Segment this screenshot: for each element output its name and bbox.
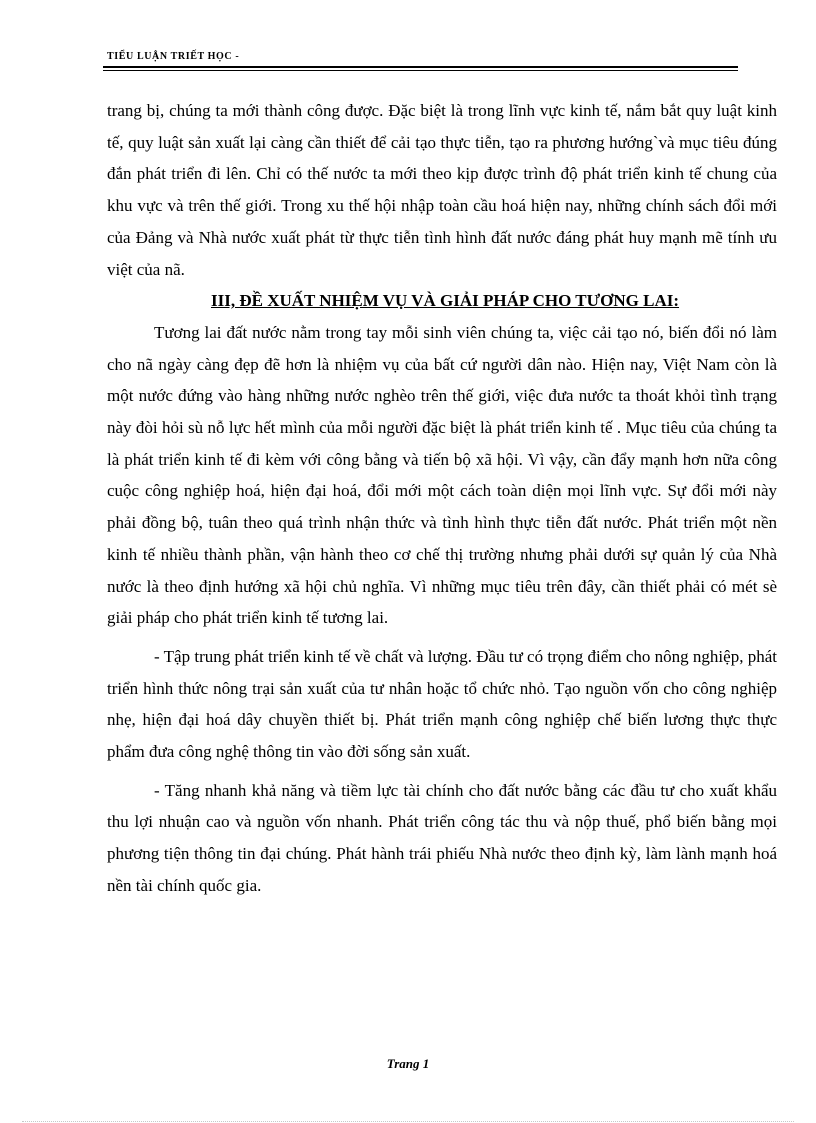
running-header: TIỂU LUẬN TRIẾT HỌC - (107, 51, 240, 62)
page-number: Trang 1 (386, 1056, 430, 1071)
header-rule-thin (103, 70, 738, 71)
bullet-paragraph: - Tập trung phát triển kinh tế về chất và lượng. Đầu tư có trọng điểm cho nông nghiệp, phát triển hình thức nông trại sản xuất của tư nhân hoặc tổ chức nhỏ. Tạo nguồn vốn cho công nghiệp nhẹ, hiện đại hoá dây chuyền thiết bị. Phát triển mạnh công nghiệp chế biến lương thực thực phẩm đưa công nghệ thông tin vào đời sống sản xuất. (107, 646, 777, 762)
paragraph: Tương lai đất nước nằm trong tay mỗi sinh viên chúng ta, việc cải tạo nó, biến đổi nó làm cho nã ngày càng đẹp đẽ hơn là nhiệm vụ của bất cứ người dân nào. Hiện nay, Việt Nam còn là một nước đứng vào hàng những nước nghèo trên thế giới, việc đưa nước ta thoát khỏi tình trạng này đòi hỏi sù nỗ lực hết mình của mỗi người đặc biệt là phát triển kinh tế . Mục tiêu của chúng ta là phát triển kinh tế đi kèm với công bằng và tiến bộ xã hội. Vì vậy, cần đẩy mạnh hơn nữa công cuộc công nghiệp hoá, hiện đại hoá, đổi mới một cách toàn diện mọi lĩnh vực. Sự đổi mới này phải đồng bộ, tuân theo quá trình nhận thức và tình hình thực tiễn đất nước. Phát triển một nền kinh tế nhiều thành phần, vận hành theo cơ chế thị trường nhưng phải dưới sự quản lý của Nhà nước là theo định hướng xã hội chủ nghĩa. Vì những mục tiêu trên đây, cần thiết phải có mét sè giải pháp cho phát triển kinh tế tương lai. (107, 322, 777, 628)
document-body (107, 95, 777, 902)
paragraph: trang bị, chúng ta mới thành công được. Đặc biệt là trong lĩnh vực kinh tế, nắm bắt quy luật kinh tế, quy luật sản xuất lại càng cần thiết để cải tạo thực tiễn, tạo ra phương hướng`và mục tiêu đúng đắn phát triển đi lên. Chỉ có thế nước ta mới theo kịp được trình độ phát triển kinh tế chung của khu vực và trên thế giới. Trong xu thế hội nhập toàn cầu hoá hiện nay, những chính sách đổi mới của Đảng và Nhà nước xuất phát từ thực tiễn tình hình đất nước đáng phát huy mạnh mẽ tính ưu việt của nã. (107, 101, 777, 279)
section-heading: III, ĐỀ XUẤT NHIỆM VỤ VÀ GIẢI PHÁP CHO TƯƠNG LAI: (210, 291, 680, 311)
header-rule (103, 66, 738, 68)
page-boundary (22, 1121, 794, 1122)
bullet-paragraph: - Tăng nhanh khả năng và tiềm lực tài chính cho đất nước bằng các đầu tư cho xuất khẩu thu lợi nhuận cao và nguồn vốn nhanh. Phát triển công tác thu và nộp thuế, phổ biến bằng mọi phương tiện thông tin đại chúng. Phát hành trái phiếu Nhà nước theo định kỳ, làm lành mạnh hoá nền tài chính quốc gia. (107, 780, 777, 895)
